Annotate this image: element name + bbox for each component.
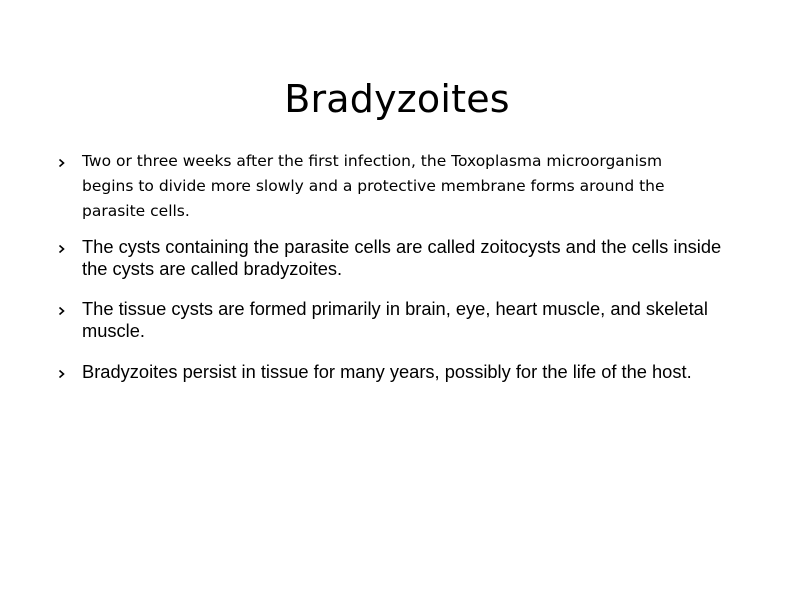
bullet-text: The tissue cysts are formed primarily in brain, eye, heart muscle, and skeletal muscle. [82,298,708,341]
bullet-text: Two or three weeks after the first infection, the Toxoplasma microorganism begins to divide more slowly and a protective membrane forms around the parasite cells. [82,152,665,220]
chevron-right-icon [58,158,66,168]
bullet-text: The cysts containing the parasite cells are called zoitocysts and the cells inside the cysts are called bradyzoites. [82,236,722,279]
chevron-right-icon [58,306,66,316]
chevron-right-icon [58,369,66,379]
slide-title: Bradyzoites [284,77,510,121]
chevron-right-icon [58,244,66,254]
bullet-text: Bradyzoites persist in tissue for many years, possibly for the life of the host. [82,361,692,382]
